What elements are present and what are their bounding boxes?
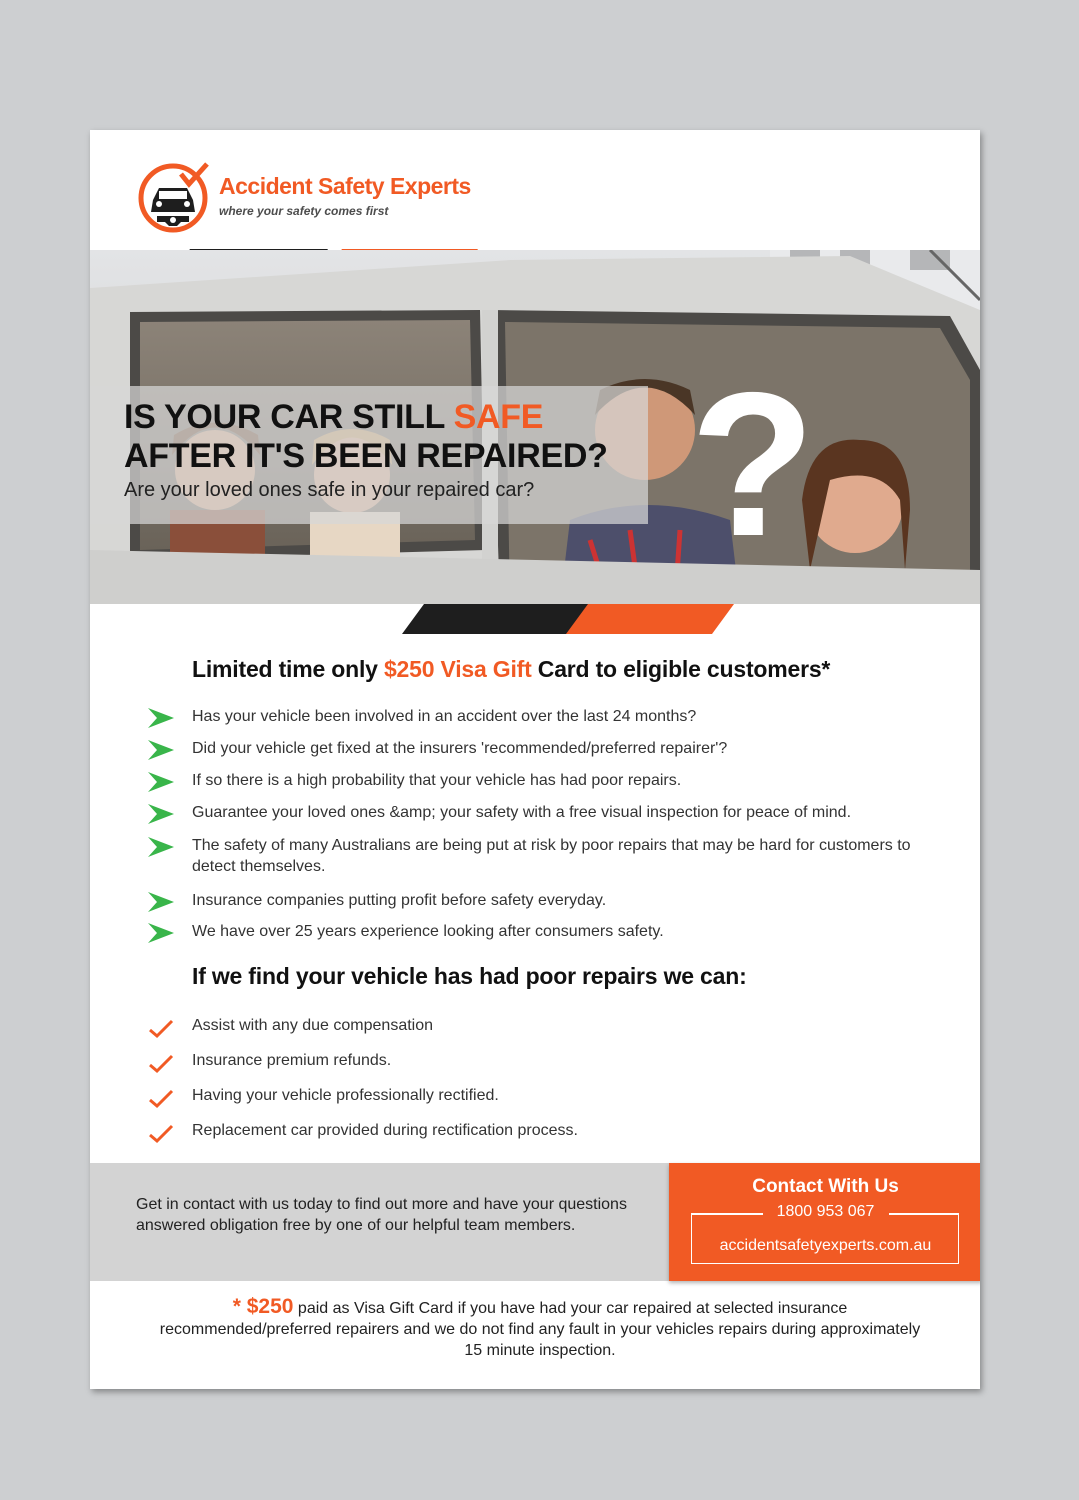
offer-bullet-list (148, 706, 948, 952)
green-arrow-icon (148, 837, 174, 857)
contact-phone-link[interactable]: 1800 953 067 (776, 1203, 875, 1220)
list-item (148, 890, 948, 921)
green-arrow-icon (148, 708, 174, 728)
orange-check-icon (148, 1054, 174, 1074)
contact-website-link[interactable]: accidentsafetyexperts.com.au (719, 1237, 932, 1254)
question-mark-graphic: ? (690, 350, 816, 579)
benefit-text: Having your vehicle professionally rectified. (192, 1087, 499, 1104)
hero-subheadline: Are your loved ones safe in your repaired car? (124, 479, 535, 501)
list-item (148, 1015, 948, 1050)
green-arrow-icon (148, 923, 174, 943)
offer-title (192, 656, 830, 683)
benefits-title: If we find your vehicle has had poor repairs we can: (192, 963, 747, 989)
bottom-accent-stripes (402, 604, 734, 634)
footnote-amount: * $250 (232, 1295, 294, 1318)
orange-check-icon (148, 1089, 174, 1109)
bullet-text: Did your vehicle get fixed at the insurers 'recommended/preferred repairer'? (192, 740, 728, 757)
offer-title-before: Limited time only (192, 656, 384, 682)
contact-panel (669, 1163, 980, 1281)
green-arrow-icon (148, 804, 174, 824)
headline-part1: IS YOUR CAR STILL (124, 398, 454, 436)
hero-image (90, 250, 980, 604)
bullet-text: Insurance companies putting profit before safety everyday. (192, 892, 607, 909)
headline-accent: SAFE (453, 398, 544, 436)
bullet-text: Guarantee your loved ones &amp; your safety with a free visual inspection for peace of mind. (192, 804, 852, 821)
offer-title-accent: $250 Visa Gift (383, 656, 532, 682)
orange-check-icon (148, 1124, 174, 1144)
headline-line2: AFTER IT'S BEEN REPAIRED? (124, 437, 608, 475)
list-item (148, 835, 948, 890)
list-item (148, 802, 948, 835)
bullet-text: We have over 25 years experience looking after consumers safety. (192, 923, 664, 940)
list-item (148, 706, 948, 738)
footnote-text: paid as Visa Gift Card if you have had your car repaired at selected insurance recommended/preferred repairers and we do not find any fault in your vehicles repairs during approximately 15 minute inspection. (159, 1300, 921, 1359)
bullet-text: The safety of many Australians are being put at risk by poor repairs that may be hard for customers to detect themselves. (192, 837, 911, 875)
list-item (148, 738, 948, 770)
offer-title-after: Card to eligible customers* (531, 656, 831, 682)
bullet-text: If so there is a high probability that your vehicle has had poor repairs. (192, 772, 682, 789)
orange-check-icon (148, 1019, 174, 1039)
brand-name: Accident Safety Experts (219, 173, 471, 199)
flyer-page (90, 130, 980, 1389)
list-item (148, 921, 948, 952)
list-item (148, 1120, 948, 1155)
benefit-text: Insurance premium refunds. (192, 1052, 392, 1069)
benefit-text: Assist with any due compensation (192, 1017, 434, 1034)
list-item (148, 1085, 948, 1120)
green-arrow-icon (148, 772, 174, 792)
list-item (148, 770, 948, 802)
green-arrow-icon (148, 892, 174, 912)
benefit-text: Replacement car provided during rectification process. (192, 1122, 578, 1139)
list-item (148, 1050, 948, 1085)
bullet-text: Has your vehicle been involved in an accident over the last 24 months? (192, 708, 697, 725)
terms-footnote (150, 1296, 930, 1361)
green-arrow-icon (148, 740, 174, 760)
contact-intro-text: Get in contact with us today to find out more and have your questions answered obligation free by one of our helpful team members. (136, 1196, 627, 1234)
contact-title: Contact With Us (752, 1176, 899, 1197)
benefits-list (148, 1015, 948, 1155)
hero-headline (124, 398, 608, 476)
brand-tagline: where your safety comes first (219, 204, 389, 218)
brand-logo (137, 160, 477, 240)
car-check-logo-icon (137, 160, 211, 234)
